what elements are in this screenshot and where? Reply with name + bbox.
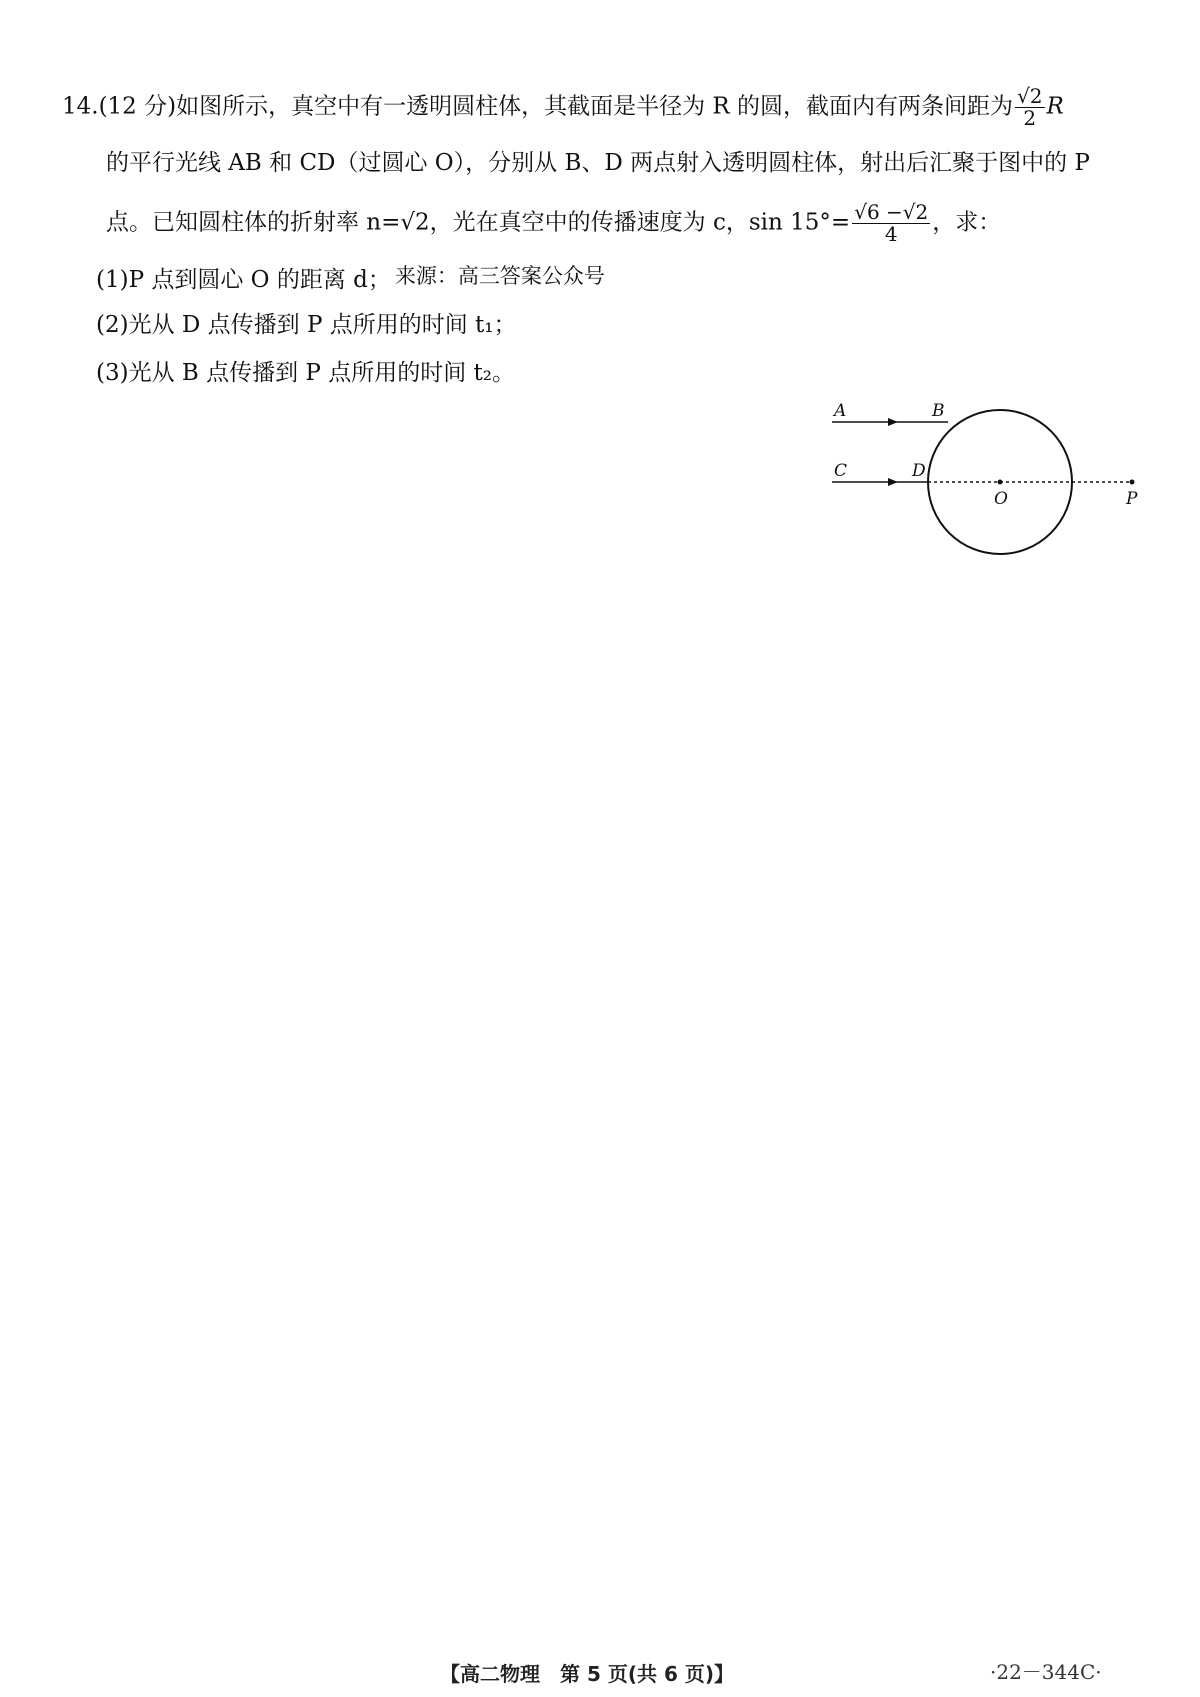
problem-line-2: 的平行光线 AB 和 CD（过圆心 O），分别从 B、D 两点射入透明圆柱体，射出后汇聚于图中的 P — [106, 150, 1090, 176]
problem-line-3-tail: ，求： — [932, 209, 1002, 236]
ray-cd-arrow-icon — [888, 478, 898, 486]
sub-question-3: (3)光从 B 点传播到 P 点所用的时间 t₂。 — [96, 360, 515, 386]
sub-question-1 — [96, 262, 605, 296]
label-c: C — [834, 461, 848, 481]
fraction-sqrt2-over-2 — [1015, 86, 1044, 129]
source-note: 来源：高三答案公众号 — [394, 264, 605, 288]
page-footer: 【高二物理 第 5 页(共 6 页)】 — [440, 1662, 734, 1686]
center-point-o — [998, 480, 1003, 485]
sub-question-2: (2)光从 D 点传播到 P 点所用的时间 t₁； — [96, 312, 517, 338]
radius-symbol: R — [1046, 93, 1064, 120]
problem-line-3-text: 点。已知圆柱体的折射率 n=√2，光在真空中的传播速度为 c，sin 15°= — [106, 209, 851, 236]
problem-number: 14. — [62, 93, 99, 120]
point-p — [1130, 480, 1135, 485]
problem-line-1-text: 如图所示，真空中有一透明圆柱体，其截面是半径为 R 的圆，截面内有两条间距为 — [176, 93, 1014, 120]
label-a: A — [834, 401, 847, 421]
label-d: D — [912, 461, 926, 481]
fraction-sin15 — [852, 202, 930, 245]
label-o: O — [994, 489, 1008, 509]
exam-code: ·22－344C· — [990, 1660, 1102, 1684]
label-p: P — [1126, 489, 1138, 509]
ray-ab-arrow-icon — [888, 418, 898, 426]
problem-line-3 — [106, 202, 1001, 245]
fraction-numerator: √6 −√2 — [854, 200, 929, 224]
problem-points: (12 分) — [98, 93, 177, 120]
label-b: B — [932, 401, 945, 421]
sub-question-1-text: (1)P 点到圆心 O 的距离 d； — [96, 267, 391, 293]
optics-figure — [800, 400, 1180, 590]
fraction-denominator: 2 — [1023, 106, 1037, 130]
problem-line-1 — [62, 86, 1064, 129]
optics-diagram — [800, 400, 1180, 590]
fraction-denominator: 4 — [884, 222, 898, 246]
fraction-numerator: √2 — [1017, 84, 1043, 108]
